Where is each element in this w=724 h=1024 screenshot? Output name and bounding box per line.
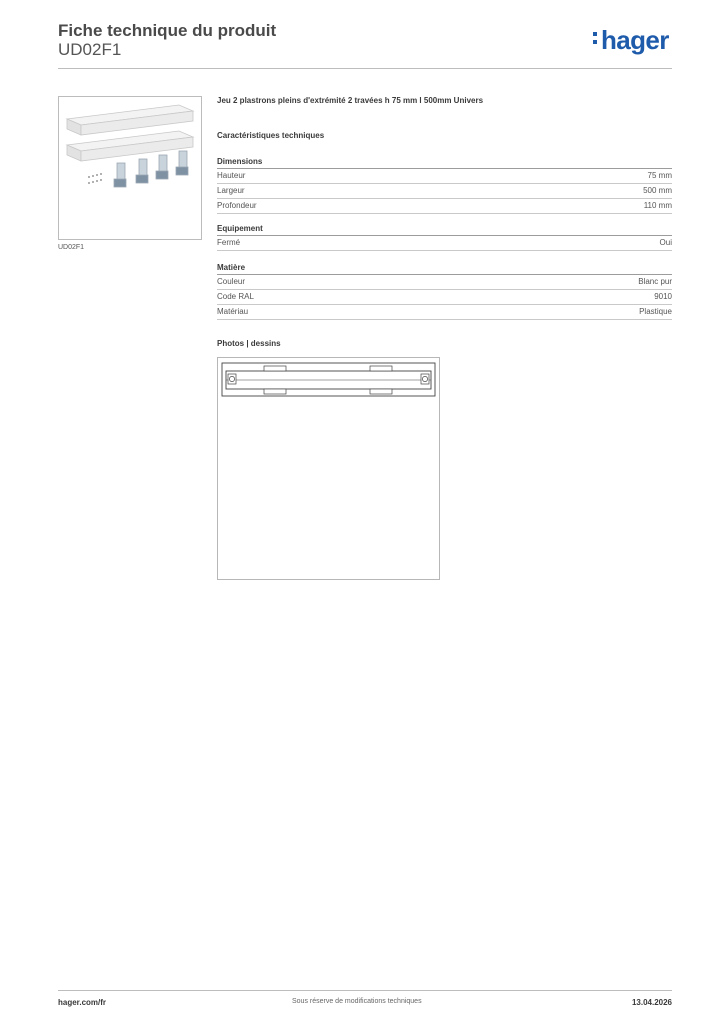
spec-value: 110 mm	[643, 201, 672, 210]
spec-value: 500 mm	[643, 186, 672, 195]
photo-caption: UD02F1	[58, 244, 85, 251]
spec-value: Oui	[659, 238, 672, 247]
spec-row	[217, 184, 672, 199]
footer-disclaimer: Sous réserve de modifications techniques	[292, 998, 422, 1005]
product-description: Jeu 2 plastrons pleins d'extrémité 2 travées h 75 mm l 500mm Univers	[217, 96, 484, 105]
spec-group-matiere	[217, 263, 672, 320]
spec-value: Blanc pur	[638, 277, 672, 286]
spec-label: Largeur	[217, 186, 245, 195]
spec-group-title: Dimensions	[217, 157, 672, 169]
spec-row	[217, 290, 672, 305]
logo-text: hager	[601, 25, 669, 55]
spec-label: Profondeur	[217, 201, 257, 210]
spec-row	[217, 305, 672, 320]
footer-divider	[58, 990, 672, 991]
product-reference: UD02F1	[58, 40, 122, 59]
header-divider	[58, 68, 672, 69]
spec-label: Code RAL	[217, 292, 254, 301]
photos-heading: Photos | dessins	[217, 339, 281, 348]
spec-label: Fermé	[217, 238, 241, 247]
spec-label: Couleur	[217, 277, 246, 286]
spec-value: Plastique	[639, 307, 672, 316]
spec-label: Hauteur	[217, 171, 246, 180]
technical-drawing	[217, 357, 440, 580]
spec-value: 9010	[654, 292, 672, 301]
spec-row	[217, 199, 672, 214]
footer-date: 13.04.2026	[631, 998, 672, 1007]
spec-group-dimensions	[217, 157, 672, 214]
product-photo-illustration	[59, 97, 201, 239]
product-photo	[58, 96, 202, 240]
spec-group-equipement	[217, 224, 672, 251]
page-title: Fiche technique du produit	[58, 21, 277, 40]
footer-website-link[interactable]: hager.com/fr	[58, 998, 107, 1007]
spec-row	[217, 275, 672, 290]
technical-specs-heading: Caractéristiques techniques	[217, 131, 325, 140]
spec-value: 75 mm	[647, 171, 672, 180]
logo-colon-icon	[593, 27, 599, 44]
spec-group-title: Equipement	[217, 224, 672, 236]
technical-drawing-illustration	[218, 358, 439, 579]
spec-group-title: Matière	[217, 263, 672, 275]
spec-label: Matériau	[217, 307, 249, 316]
hager-logo[interactable]	[593, 27, 669, 53]
spec-row	[217, 169, 672, 184]
spec-row	[217, 236, 672, 251]
